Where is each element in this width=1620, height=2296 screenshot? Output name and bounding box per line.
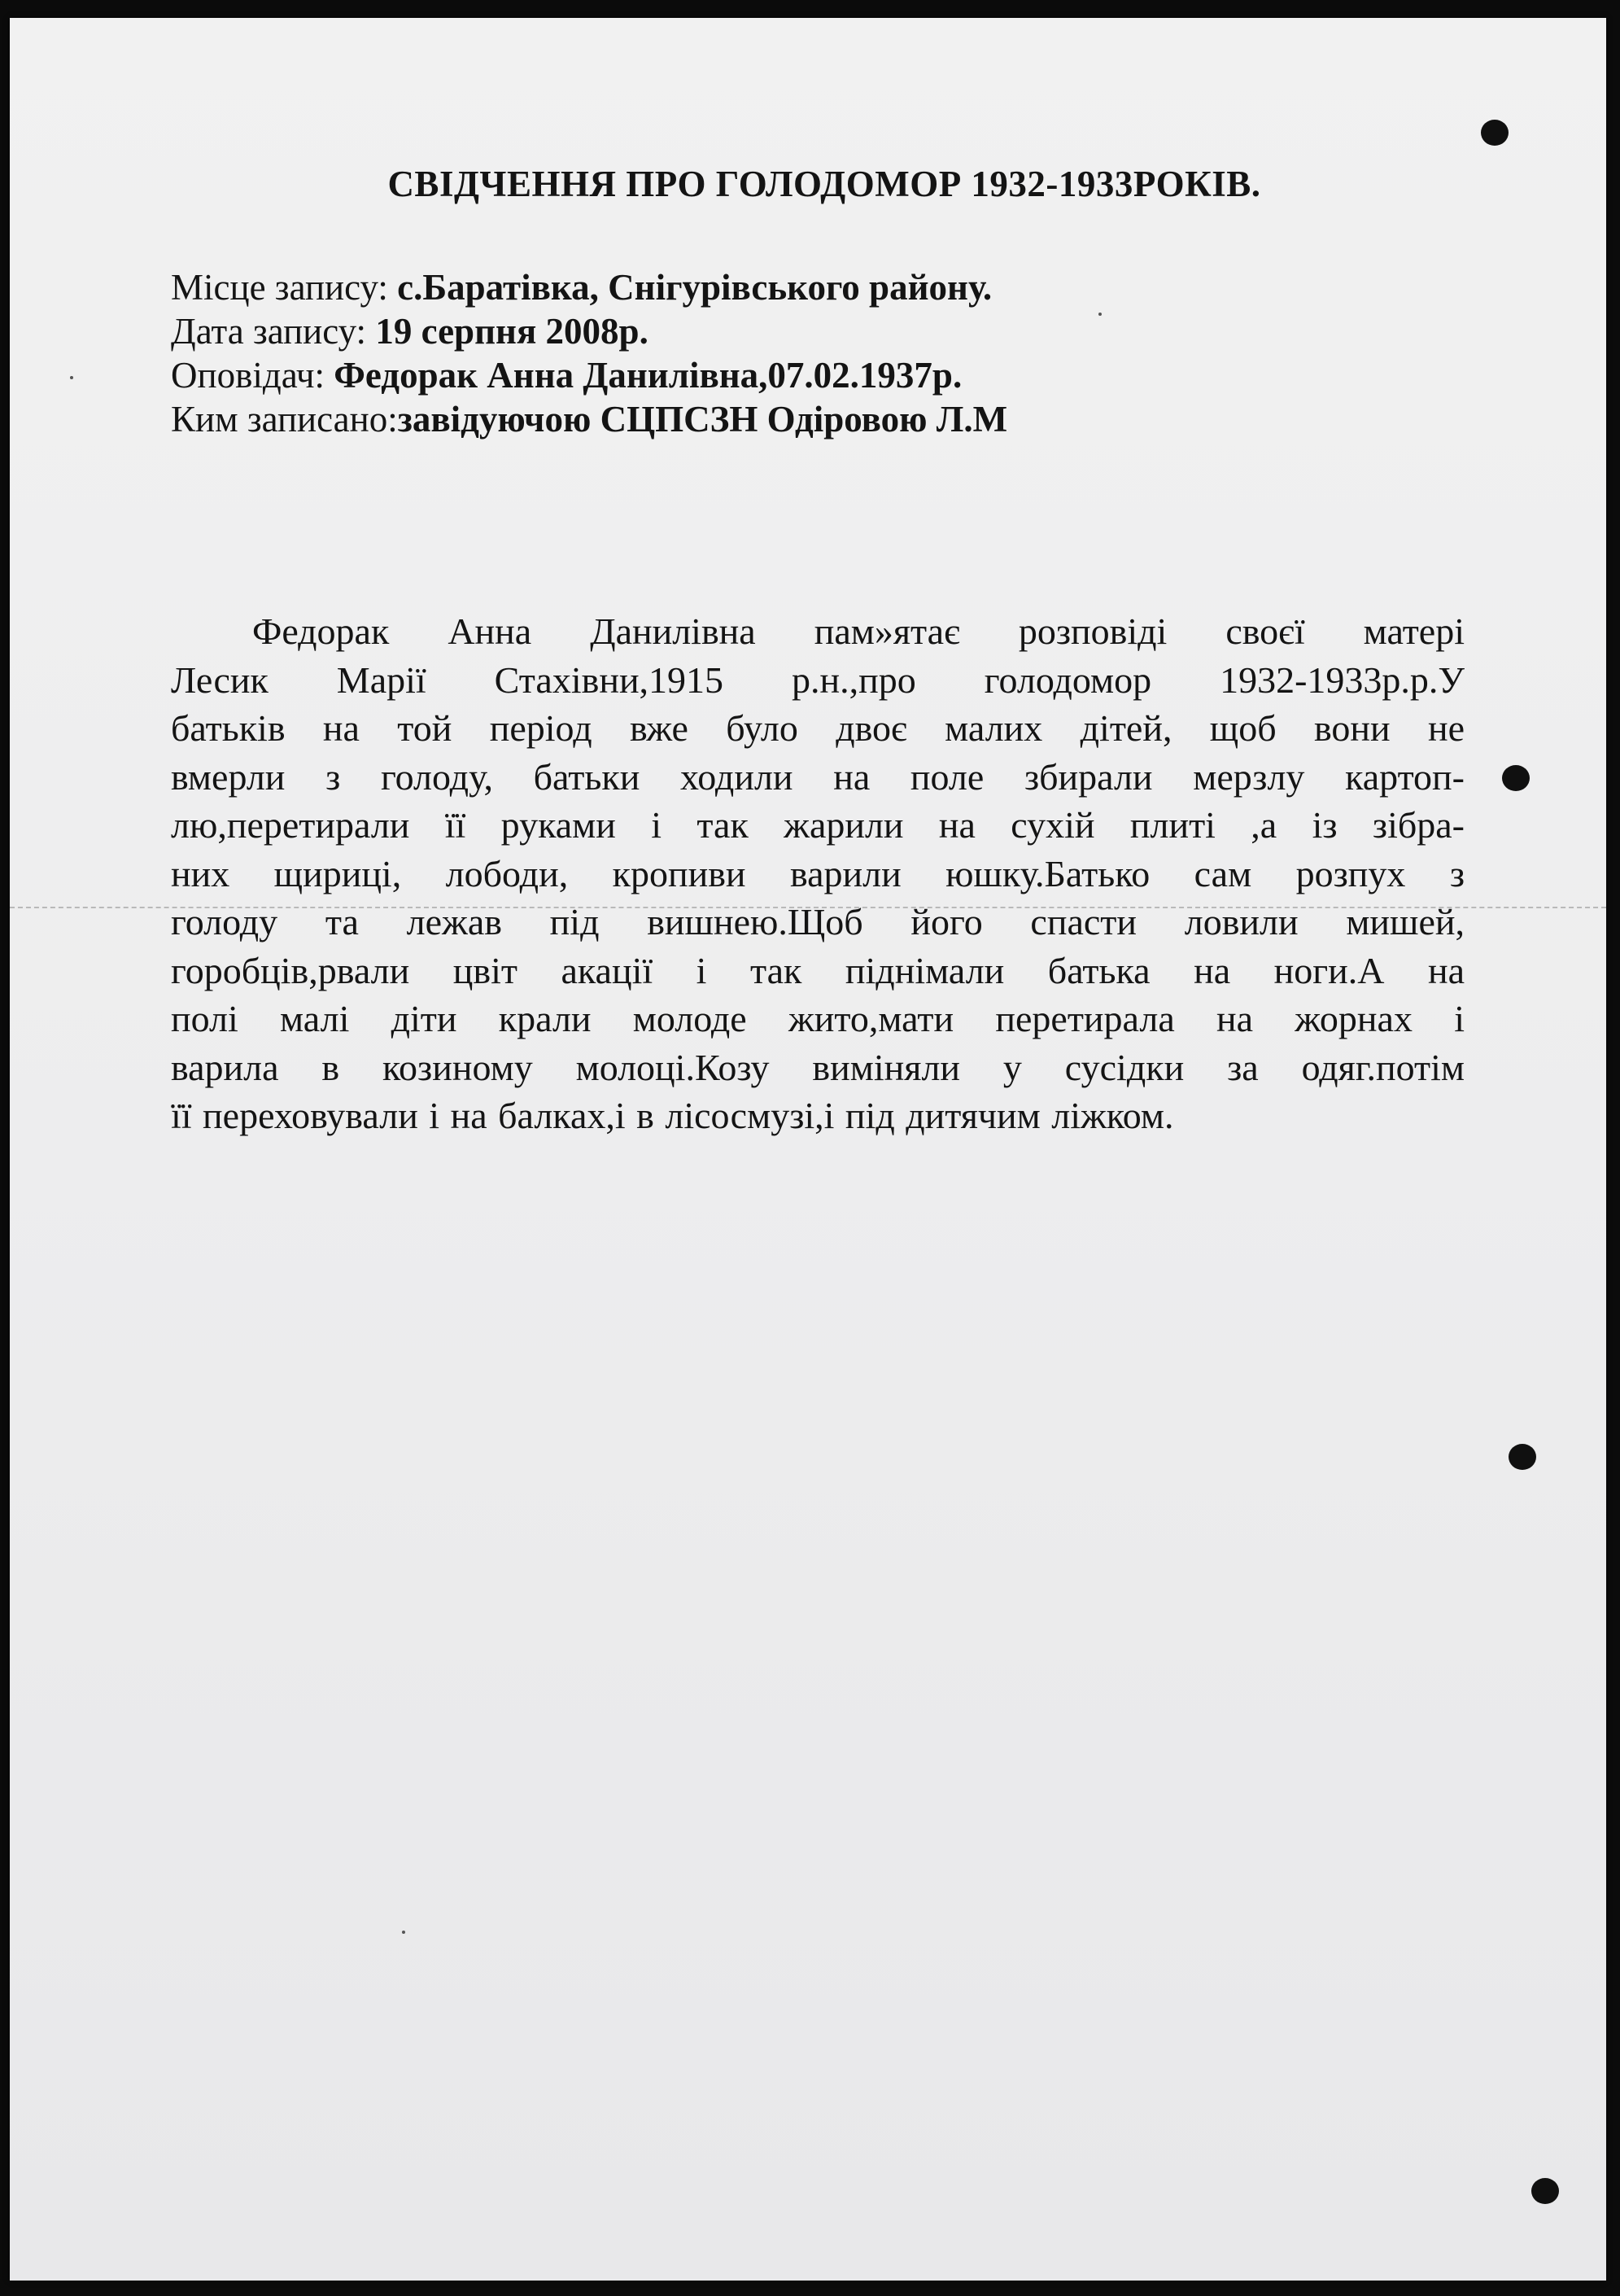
- record-place: [171, 265, 1007, 309]
- record-date-label: Дата запису:: [171, 311, 376, 352]
- record-narrator-label: Оповідач:: [171, 355, 334, 396]
- testimony-line: Лесик Марії Стахівни,1915 р.н.,про голодомор 1932-1933р.р.У: [171, 658, 1465, 701]
- document-page: [10, 18, 1606, 2281]
- testimony-text: [171, 607, 1465, 1140]
- record-recorder: [171, 397, 1007, 441]
- paper-speck: [402, 1931, 405, 1934]
- paper-speck: [1098, 313, 1102, 316]
- record-recorder-value: завідуючою СЦПСЗН Одіровою Л.М: [397, 399, 1008, 440]
- testimony-line: них щириці, лободи, кропиви варили юшку.Батько сам розпух з: [171, 852, 1465, 894]
- punch-hole: [1502, 765, 1530, 791]
- record-recorder-label: Ким записано:: [171, 399, 398, 440]
- testimony-line: лю,перетирали її руками і так жарили на сухій плиті ,а із зібра-: [171, 804, 1465, 846]
- record-place-label: Місце запису:: [171, 267, 398, 308]
- record-date-value: 19 серпня 2008р.: [375, 311, 648, 352]
- testimony-line: Федорак Анна Данилівна пам»ятає розповіді своєї матері: [252, 610, 1465, 652]
- punch-hole: [1481, 120, 1509, 146]
- testimony-line: полі малі діти крали молоде жито,мати перетирала на жорнах і: [171, 998, 1465, 1039]
- record-narrator-value: Федорак Анна Данилівна,07.02.1937р.: [334, 355, 963, 396]
- testimony-line: горобців,рвали цвіт акації і так піднімали батька на ноги.А на: [171, 949, 1465, 991]
- testimony-line: батьків на той період вже було двоє малих дітей, щоб вони не: [171, 707, 1465, 749]
- testimony-line: варила в козиному молоці.Козу виміняли у сусідки за одяг.потім: [171, 1046, 1465, 1088]
- testimony-line: її переховували і на балках,і в лісосмузі,і під дитячим ліжком.: [171, 1095, 1174, 1136]
- document-title: СВІДЧЕННЯ ПРО ГОЛОДОМОР 1932-1933РОКІВ.: [387, 164, 1261, 204]
- record-date: [171, 309, 1007, 353]
- testimony-line: голоду та лежав під вишнею.Щоб його спасти ловили мишей,: [171, 901, 1465, 942]
- record-narrator: [171, 353, 1007, 397]
- fold-crease: [10, 907, 1606, 908]
- punch-hole: [1531, 2178, 1559, 2204]
- record-place-value: с.Баратівка, Снігурівського району.: [397, 267, 993, 308]
- record-details: [171, 265, 1007, 441]
- testimony-line: вмерли з голоду, батьки ходили на поле збирали мерзлу картоп-: [171, 755, 1465, 798]
- paper-speck: [70, 376, 73, 379]
- punch-hole: [1509, 1444, 1536, 1470]
